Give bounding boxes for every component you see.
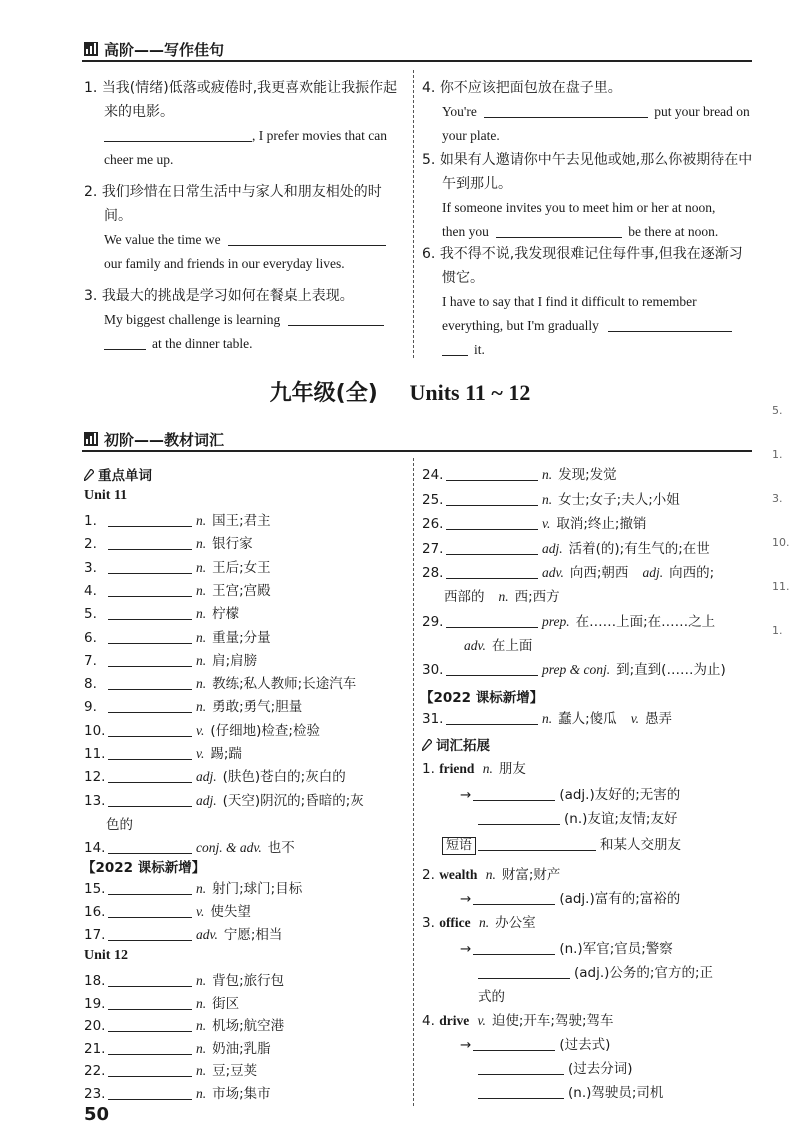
item-number: 28. <box>422 565 444 581</box>
sentence-4: 4. 你不应该把面包放在盘子里。 You're put your bread on your plate. <box>422 80 750 143</box>
answer-blank[interactable] <box>108 1085 192 1100</box>
item-number: 25. <box>422 491 444 508</box>
item-number: 19. <box>84 995 106 1012</box>
answer-blank[interactable] <box>484 103 648 118</box>
meaning: 踢;踹 <box>210 746 242 762</box>
answer-blank[interactable] <box>108 903 192 918</box>
chart-icon <box>84 42 98 56</box>
item-number: 10. <box>84 722 106 739</box>
item-number: 15. <box>84 881 106 897</box>
meaning: 愚弄 <box>645 711 673 727</box>
answer-blank[interactable] <box>108 605 192 620</box>
meaning: 豆;豆荚 <box>212 1063 258 1079</box>
vocab-row <box>84 580 271 602</box>
answer-blank[interactable] <box>108 792 192 807</box>
meaning: 发现;发觉 <box>558 467 617 483</box>
part-of-speech: n. <box>542 491 553 507</box>
margin-mark: 5. <box>772 404 783 417</box>
answer-blank[interactable] <box>108 1062 192 1077</box>
vocab-row <box>422 489 680 511</box>
meaning: (天空)阴沉的;昏暗的;灰 <box>222 792 364 809</box>
answer-blank[interactable] <box>446 491 538 506</box>
arrow-icon: → <box>460 787 472 803</box>
answer-blank[interactable] <box>473 786 555 801</box>
part-of-speech: n. <box>196 973 207 988</box>
vocab-row <box>84 993 239 1015</box>
part-of-speech: n. <box>196 536 207 552</box>
phrase-tag: 短语 <box>442 837 476 855</box>
answer-blank[interactable] <box>446 540 538 555</box>
new-words-label: 【2022 课标新增】 <box>82 860 206 876</box>
item-number: 7. <box>84 652 97 669</box>
part-of-speech: v. <box>196 722 205 738</box>
meaning: (肤色)苍白的;灰白的 <box>222 769 346 786</box>
answer-blank[interactable] <box>473 890 555 905</box>
vocab-row-cont: 西部的 n. 西;西方 <box>444 589 560 605</box>
answer-blank[interactable] <box>446 710 538 725</box>
margin-mark: 1. <box>772 624 783 637</box>
item-number: 30. <box>422 662 444 678</box>
item-number: 3. <box>84 559 97 576</box>
answer-blank[interactable] <box>108 926 192 941</box>
answer-blank[interactable] <box>108 698 192 713</box>
meaning: 重量;分量 <box>212 629 271 646</box>
column-divider <box>413 70 414 358</box>
column-divider <box>413 458 414 1106</box>
answer-blank[interactable] <box>446 661 538 676</box>
margin-mark: 10. <box>772 536 790 549</box>
vocab-row <box>84 533 253 555</box>
vocab-row <box>422 708 672 730</box>
vocab-section-header <box>82 430 752 452</box>
item-number: 31. <box>422 711 444 727</box>
vocab-row <box>84 650 257 672</box>
meaning: 市场;集市 <box>212 1085 271 1102</box>
vocab-row <box>84 627 271 649</box>
arrow-icon: → <box>460 891 472 907</box>
meaning: 奶油;乳脂 <box>212 1040 271 1057</box>
vocab-row <box>422 562 714 584</box>
vocab-row-cont: adv. 在上面 <box>464 637 533 654</box>
part-of-speech: n. <box>196 652 207 668</box>
chart-icon <box>84 432 98 446</box>
meaning: 射门;球门;目标 <box>212 881 303 897</box>
answer-blank[interactable] <box>446 564 538 579</box>
answer-blank[interactable] <box>104 335 146 350</box>
section-title: 初阶——教材词汇 <box>104 431 225 449</box>
answer-blank[interactable] <box>108 582 192 597</box>
part-of-speech: prep & conj. <box>542 662 611 677</box>
meaning: 银行家 <box>212 536 253 553</box>
derivative-row: (过去分词) <box>478 1058 633 1080</box>
item-number: 24. <box>422 467 444 483</box>
part-of-speech: n. <box>196 1018 207 1033</box>
margin-mark: 3. <box>772 492 783 505</box>
part-of-speech: adv. <box>196 927 218 942</box>
answer-blank[interactable] <box>108 768 192 783</box>
vocab-row <box>84 790 364 812</box>
vocab-row <box>422 538 710 560</box>
item-number: 6. <box>84 629 97 646</box>
part-of-speech: n. <box>196 559 207 575</box>
answer-blank[interactable] <box>108 745 192 760</box>
expansion-wealth: 2. wealth n. 财富;财产 <box>422 867 561 883</box>
meaning: 国王;君主 <box>212 513 271 529</box>
vocab-row <box>84 1083 271 1105</box>
item-number: 1. <box>84 513 97 529</box>
answer-blank[interactable] <box>288 311 384 326</box>
vocab-row <box>84 878 302 900</box>
item-number: 27. <box>422 540 444 557</box>
part-of-speech: prep. <box>542 613 570 629</box>
meaning: 取消;终止;撤销 <box>556 516 647 532</box>
answer-blank[interactable] <box>478 836 596 851</box>
part-of-speech: v. <box>542 516 551 531</box>
page-number: 50 <box>84 1104 110 1125</box>
meaning: 机场;航空港 <box>212 1018 285 1034</box>
answer-blank[interactable] <box>446 613 538 628</box>
part-of-speech: v. <box>630 711 640 726</box>
sentence-1: 1. 当我(情绪)低落或疲倦时,我更喜欢能让我振作起来的电影。 , I prefer movies that can cheer me up. <box>84 80 398 167</box>
arrow-icon: → <box>460 941 472 957</box>
derivative-row: (adj.)公务的;官方的;正 <box>478 962 713 984</box>
item-number: 22. <box>84 1063 106 1079</box>
part-of-speech: n. <box>196 881 207 896</box>
item-number: 14. <box>84 839 106 856</box>
meaning: (仔细地)检查;检验 <box>210 722 320 739</box>
vocab-row <box>84 673 356 695</box>
meaning: 到;直到(……为止) <box>616 662 726 678</box>
vocab-row <box>422 611 715 633</box>
answer-blank[interactable] <box>108 722 192 737</box>
derivative-row: → (adj.)富有的;富裕的 <box>460 891 681 907</box>
vocab-row <box>84 924 282 946</box>
meaning: 王宫;宫殿 <box>212 582 271 599</box>
item-number: 26. <box>422 516 444 532</box>
answer-blank[interactable] <box>478 1084 564 1099</box>
answer-blank[interactable] <box>473 1036 555 1051</box>
answer-blank[interactable] <box>104 127 252 142</box>
meaning: 在……上面;在……之上 <box>575 613 716 630</box>
item-number: 17. <box>84 927 106 943</box>
pencil-icon <box>422 739 432 751</box>
meaning: 使失望 <box>210 904 251 920</box>
item-number: 8. <box>84 676 97 693</box>
item-number: 11. <box>84 746 106 762</box>
part-of-speech: v. <box>196 746 205 761</box>
phrase-row: 短语 和某人交朋友 <box>442 834 681 856</box>
item-number: 20. <box>84 1018 106 1034</box>
unit-label: Unit 11 <box>84 488 128 503</box>
answer-blank[interactable] <box>108 675 192 690</box>
meaning: 王后;女王 <box>212 559 271 576</box>
expansion-friend: 1. friend n. 朋友 <box>422 761 526 777</box>
vocab-row <box>422 464 617 486</box>
sentence-6: 6. 我不得不说,我发现很难记住每件事,但我在逐渐习惯它。 I have to say that I find it difficult to remember everything, but I'm gradually it. <box>422 246 743 357</box>
answer-blank[interactable] <box>478 964 570 979</box>
item-number: 5. <box>84 606 97 623</box>
answer-blank[interactable] <box>608 317 732 332</box>
pencil-icon <box>84 469 94 481</box>
meaning: 背包;旅行包 <box>212 973 285 989</box>
part-of-speech: n. <box>196 1063 207 1078</box>
margin-mark: 11. <box>772 580 790 593</box>
meaning: 活着(的);有生气的;在世 <box>568 540 710 557</box>
part-of-speech: n. <box>196 1040 207 1056</box>
answer-blank[interactable] <box>446 466 538 481</box>
writing-section-header <box>82 40 752 62</box>
arrow-icon: → <box>460 1037 472 1053</box>
part-of-speech: n. <box>196 606 207 622</box>
vocab-row-cont: 色的 <box>106 816 133 833</box>
derivative-row: → (adj.)友好的;无害的 <box>460 787 681 803</box>
vocab-row <box>84 1038 271 1060</box>
expansion-heading: 词汇拓展 <box>422 734 490 754</box>
item-number: 4. <box>84 582 97 599</box>
part-of-speech: n. <box>196 699 207 715</box>
derivative-row: → (过去式) <box>460 1037 611 1053</box>
answer-blank[interactable] <box>446 515 538 530</box>
margin-marks <box>772 404 792 668</box>
expansion-drive: 4. drive v. 迫使;开车;驾驶;驾车 <box>422 1013 614 1029</box>
unit-label: Unit 12 <box>84 948 128 963</box>
meaning: 蠢人;傻瓜 <box>558 711 617 727</box>
meaning: 向西的; <box>669 565 715 581</box>
section-title: 高阶——写作佳句 <box>104 41 225 59</box>
answer-blank[interactable] <box>108 1017 192 1032</box>
meaning: 勇敢;勇气;胆量 <box>212 699 303 716</box>
part-of-speech: n. <box>196 629 207 645</box>
answer-blank[interactable] <box>108 880 192 895</box>
expansion-office: 3. office n. 办公室 <box>422 915 536 931</box>
answer-blank[interactable] <box>496 223 622 238</box>
derivative-row: → (n.)军官;官员;警察 <box>460 941 673 957</box>
answer-blank[interactable] <box>108 535 192 550</box>
answer-blank[interactable] <box>108 972 192 987</box>
answer-blank[interactable] <box>228 231 386 246</box>
part-of-speech: n. <box>542 711 553 726</box>
vocab-row <box>84 901 251 923</box>
vocab-row <box>84 603 239 625</box>
part-of-speech: adj. <box>542 540 563 556</box>
vocab-row <box>422 659 726 681</box>
item-number: 21. <box>84 1040 106 1057</box>
sentence-3: 3. 我最大的挑战是学习如何在餐桌上表现。 My biggest challenge is learning at the dinner table. <box>84 284 404 356</box>
item-number: 12. <box>84 769 106 786</box>
answer-blank[interactable] <box>442 341 468 356</box>
meaning: 街区 <box>212 995 240 1012</box>
answer-blank[interactable] <box>108 512 192 527</box>
vocab-row <box>84 766 346 788</box>
new-words-label: 【2022 课标新增】 <box>420 690 544 706</box>
answer-blank[interactable] <box>478 1060 564 1075</box>
part-of-speech: n. <box>196 995 207 1011</box>
item-number: 18. <box>84 973 106 989</box>
item-number: 2. <box>84 536 97 553</box>
vocab-row <box>84 696 302 718</box>
vocab-row <box>84 720 320 742</box>
vocab-row <box>84 557 271 579</box>
meaning: 女士;女子;夫人;小姐 <box>558 491 680 508</box>
meaning: 肩;肩膀 <box>212 652 258 669</box>
derivative-row: (n.)友谊;友情;友好 <box>478 808 677 830</box>
answer-blank[interactable] <box>478 810 560 825</box>
vocab-row <box>422 513 646 535</box>
item-number: 9. <box>84 699 97 716</box>
derivative-row: (n.)驾驶员;司机 <box>478 1082 663 1104</box>
vocab-row <box>84 743 242 765</box>
sentence-2: 2. 我们珍惜在日常生活中与家人和朋友相处的时间。 We value the time we our family and friends in our everyday lives. <box>84 180 404 276</box>
key-words-heading: 重点单词 <box>84 464 152 484</box>
vocab-row <box>84 1060 257 1082</box>
meaning: 柠檬 <box>212 606 240 623</box>
vocab-row <box>84 1015 284 1037</box>
item-number: 29. <box>422 613 444 630</box>
answer-blank[interactable] <box>108 559 192 574</box>
grade-title: 九年级(全) Units 11 ~ 12 <box>269 380 531 406</box>
part-of-speech: conj. & adv. <box>196 839 262 855</box>
part-of-speech: adj. <box>196 792 217 808</box>
part-of-speech: n. <box>196 676 207 692</box>
answer-blank[interactable] <box>473 940 555 955</box>
item-number: 23. <box>84 1085 106 1102</box>
answer-blank[interactable] <box>108 629 192 644</box>
vocab-row <box>84 510 271 532</box>
sentence-5: 5. 如果有人邀请你中午去见他或她,那么你被期待在中午到那儿。 If someone invites you to meet him or her at noon, then you be there at noon. <box>422 152 753 239</box>
derivative-cont: 式的 <box>478 989 505 1005</box>
part-of-speech: adv. <box>542 565 564 580</box>
part-of-speech: n. <box>196 582 207 598</box>
part-of-speech: n. <box>196 513 207 528</box>
answer-blank[interactable] <box>108 995 192 1010</box>
meaning: 也不 <box>267 839 295 856</box>
meaning: 教练;私人教师;长途汽车 <box>212 676 357 693</box>
part-of-speech: adj. <box>642 565 664 580</box>
margin-mark: 1. <box>772 448 783 461</box>
part-of-speech: n. <box>542 467 553 482</box>
part-of-speech: adj. <box>196 769 217 785</box>
answer-blank[interactable] <box>108 839 192 854</box>
meaning: 向西;朝西 <box>569 565 629 581</box>
meaning: 宁愿;相当 <box>223 927 283 943</box>
answer-blank[interactable] <box>108 652 192 667</box>
item-number: 13. <box>84 792 106 809</box>
item-number: 16. <box>84 904 106 920</box>
part-of-speech: v. <box>196 904 205 919</box>
answer-blank[interactable] <box>108 1040 192 1055</box>
vocab-row <box>84 970 284 992</box>
part-of-speech: n. <box>196 1085 207 1101</box>
